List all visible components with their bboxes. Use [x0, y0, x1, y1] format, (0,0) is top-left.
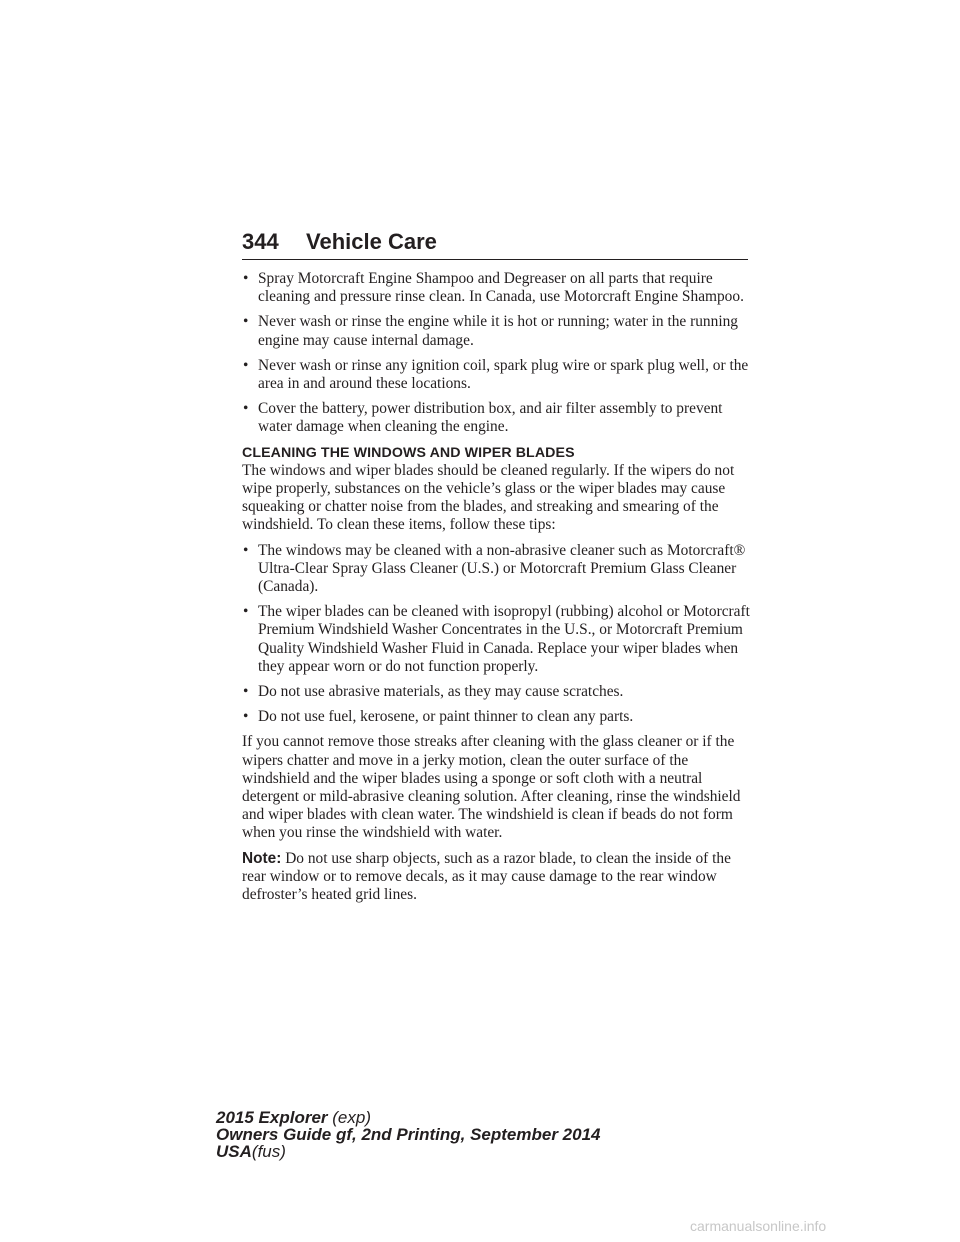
list-item-text: Cover the battery, power distribution box, and air filter assembly to prevent water damage when cleaning the engine.: [258, 400, 723, 436]
watermark: carmanualsonline.info: [690, 1218, 827, 1234]
footer-market: USA: [216, 1142, 252, 1161]
bullet-icon: •: [243, 708, 249, 726]
windows-intro-paragraph: The windows and wiper blades should be cleaned regularly. If the wipers do not wipe properly, substances on the vehicle’s glass or the wiper blades may cause squeaking or chatter noise from the blades, and streaking and smearing of the windshield. To clean these items, follow these tips:: [242, 461, 735, 534]
windows-section-heading: CLEANING THE WINDOWS AND WIPER BLADES: [242, 444, 575, 461]
note-label: Note:: [242, 849, 282, 867]
list-item: [242, 683, 752, 701]
list-item-text: The wiper blades can be cleaned with isopropyl (rubbing) alcohol or Motorcraft Premium Windshield Washer Concentrates in the U.S., or Motorcraft Premium Quality Windshield Washer Fluid in Canada. Replace your wiper blades when they appear worn or do not function properly.: [258, 603, 750, 675]
bullet-icon: •: [243, 356, 249, 374]
streaks-paragraph: If you cannot remove those streaks after cleaning with the glass cleaner or if the wipers chatter and move in a jerky motion, clean the outer surface of the windshield and the wiper blades using a sponge or soft cloth with a neutral detergent or mild-abrasive cleaning solution. After cleaning, rinse the windshield and wiper blades with clean water. The windshield is clean if beads do not form when you rinse the windshield with water.: [242, 733, 741, 842]
list-item: [242, 542, 752, 597]
footer-line-guide: [216, 1126, 600, 1143]
list-item: [242, 313, 752, 349]
footer-guide: Owners Guide gf, 2nd Printing, September 2014: [216, 1125, 601, 1144]
section-title: Vehicle Care: [306, 229, 437, 254]
bullet-icon: •: [243, 603, 249, 621]
list-item-text: Never wash or rinse any ignition coil, spark plug wire or spark plug well, or the area in and around these locations.: [258, 356, 749, 393]
bullet-icon: •: [243, 270, 249, 287]
list-item: [242, 400, 752, 436]
list-item: [242, 708, 752, 726]
list-item-text: Never wash or rinse the engine while it is hot or running; water in the running engine may cause internal damage.: [258, 313, 738, 349]
print-footer: [216, 1109, 600, 1160]
list-item: [242, 270, 752, 306]
page-header: [242, 229, 748, 260]
bullet-icon: •: [243, 541, 249, 559]
list-item: [242, 357, 752, 393]
list-item-text: The windows may be cleaned with a non-abrasive cleaner such as Motorcraft® Ultra-Clear Spray Glass Cleaner (U.S.) or Motorcraft Premium Glass Cleaner (Canada).: [258, 541, 746, 596]
footer-line-market: [216, 1143, 600, 1160]
list-item-text: Do not use abrasive materials, as they may cause scratches.: [258, 683, 624, 701]
list-item: [242, 603, 752, 676]
bullet-icon: •: [243, 683, 249, 701]
list-item-text: Do not use fuel, kerosene, or paint thinner to clean any parts.: [258, 708, 634, 726]
note-text: Do not use sharp objects, such as a razor blade, to clean the inside of the rear window or to remove decals, as it may cause damage to the rear window defroster’s heated grid lines.: [242, 849, 731, 904]
engine-cleaning-list: [242, 270, 752, 437]
bullet-icon: •: [243, 400, 249, 418]
page-content: [242, 270, 752, 911]
note-paragraph: [242, 850, 752, 905]
footer-line-model: [216, 1109, 600, 1126]
list-item-text: Spray Motorcraft Engine Shampoo and Degreaser on all parts that require cleaning and pressure rinse clean. In Canada, use Motorcraft Engine Shampoo.: [258, 270, 744, 306]
footer-model: 2015 Explorer: [216, 1108, 328, 1127]
footer-model-code: (exp): [332, 1108, 371, 1127]
bullet-icon: •: [243, 313, 249, 331]
windows-cleaning-list: [242, 542, 752, 727]
page-number: 344: [242, 229, 279, 254]
footer-market-code: (fus): [251, 1142, 286, 1161]
